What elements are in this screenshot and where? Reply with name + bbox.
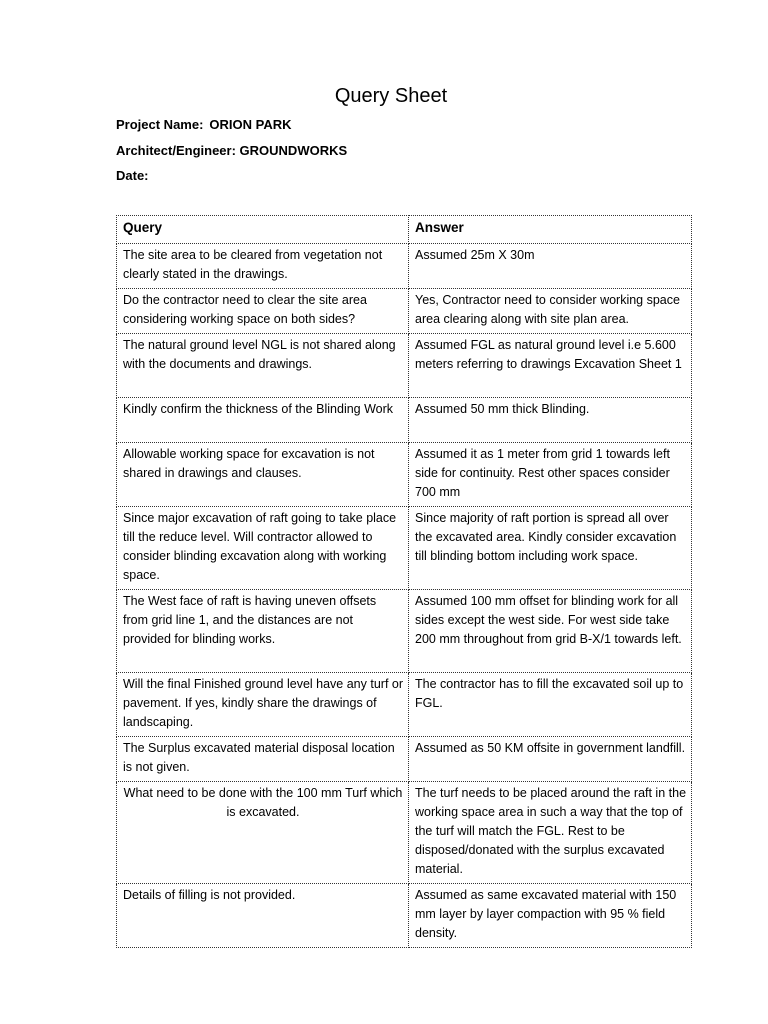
table-row bbox=[117, 507, 692, 590]
query-cell: Since major excavation of raft going to take place till the reduce level. Will contractor allowed to consider blinding excavation along with working space. bbox=[117, 507, 409, 590]
project-name-value: ORION PARK bbox=[209, 117, 292, 132]
query-cell: Details of filling is not provided. bbox=[117, 884, 409, 948]
table-row bbox=[117, 782, 692, 884]
answer-cell: Assumed 25m X 30m bbox=[409, 244, 692, 289]
architect-engineer-label: Architect/Engineer: bbox=[116, 143, 236, 158]
table-row bbox=[117, 398, 692, 443]
date-label: Date: bbox=[116, 168, 149, 183]
date-line bbox=[116, 167, 149, 185]
answer-cell: The turf needs to be placed around the raft in the working space area in such a way that the top of the turf will match the FGL. Rest to be disposed/donated with the surplus excavated material. bbox=[409, 782, 692, 884]
answer-cell: Assumed as 50 KM offsite in government landfill. bbox=[409, 737, 692, 782]
table-row bbox=[117, 244, 692, 289]
answer-column-header: Answer bbox=[409, 216, 692, 244]
query-cell: The site area to be cleared from vegetation not clearly stated in the drawings. bbox=[117, 244, 409, 289]
answer-cell: Assumed 100 mm offset for blinding work for all sides except the west side. For west side take 200 mm throughout from grid B-X/1 towards left. bbox=[409, 590, 692, 673]
answer-cell: Assumed 50 mm thick Blinding. bbox=[409, 398, 692, 443]
answer-cell: Assumed FGL as natural ground level i.e 5.600 meters referring to drawings Excavation Sheet 1 bbox=[409, 334, 692, 398]
table-row bbox=[117, 673, 692, 737]
answer-cell: Assumed as same excavated material with 150 mm layer by layer compaction with 95 % field density. bbox=[409, 884, 692, 948]
query-cell: Do the contractor need to clear the site area considering working space on both sides? bbox=[117, 289, 409, 334]
architect-engineer-line bbox=[116, 142, 347, 160]
query-cell: Will the final Finished ground level have any turf or pavement. If yes, kindly share the drawings of landscaping. bbox=[117, 673, 409, 737]
query-column-header: Query bbox=[117, 216, 409, 244]
table-row bbox=[117, 334, 692, 398]
project-name-line bbox=[116, 116, 292, 134]
table-row bbox=[117, 289, 692, 334]
query-cell: What need to be done with the 100 mm Turf which is excavated. bbox=[117, 782, 409, 884]
answer-cell: Assumed it as 1 meter from grid 1 towards left side for continuity. Rest other spaces consider 700 mm bbox=[409, 443, 692, 507]
table-row bbox=[117, 590, 692, 673]
query-cell: Allowable working space for excavation is not shared in drawings and clauses. bbox=[117, 443, 409, 507]
query-cell: The West face of raft is having uneven offsets from grid line 1, and the distances are not provided for blinding works. bbox=[117, 590, 409, 673]
query-cell: Kindly confirm the thickness of the Blinding Work bbox=[117, 398, 409, 443]
table-row bbox=[117, 737, 692, 782]
query-cell: The Surplus excavated material disposal location is not given. bbox=[117, 737, 409, 782]
project-name-label: Project Name: bbox=[116, 117, 204, 132]
table-row bbox=[117, 884, 692, 948]
table-header-row bbox=[117, 216, 692, 244]
page-title: Query Sheet bbox=[334, 85, 448, 107]
answer-cell: The contractor has to fill the excavated soil up to FGL. bbox=[409, 673, 692, 737]
answer-cell: Since majority of raft portion is spread all over the excavated area. Kindly consider excavation till blinding bottom including work space. bbox=[409, 507, 692, 590]
answer-cell: Yes, Contractor need to consider working space area clearing along with site plan area. bbox=[409, 289, 692, 334]
query-cell: The natural ground level NGL is not shared along with the documents and drawings. bbox=[117, 334, 409, 398]
architect-engineer-value: GROUNDWORKS bbox=[239, 143, 348, 158]
table-row bbox=[117, 443, 692, 507]
query-table bbox=[116, 215, 692, 948]
